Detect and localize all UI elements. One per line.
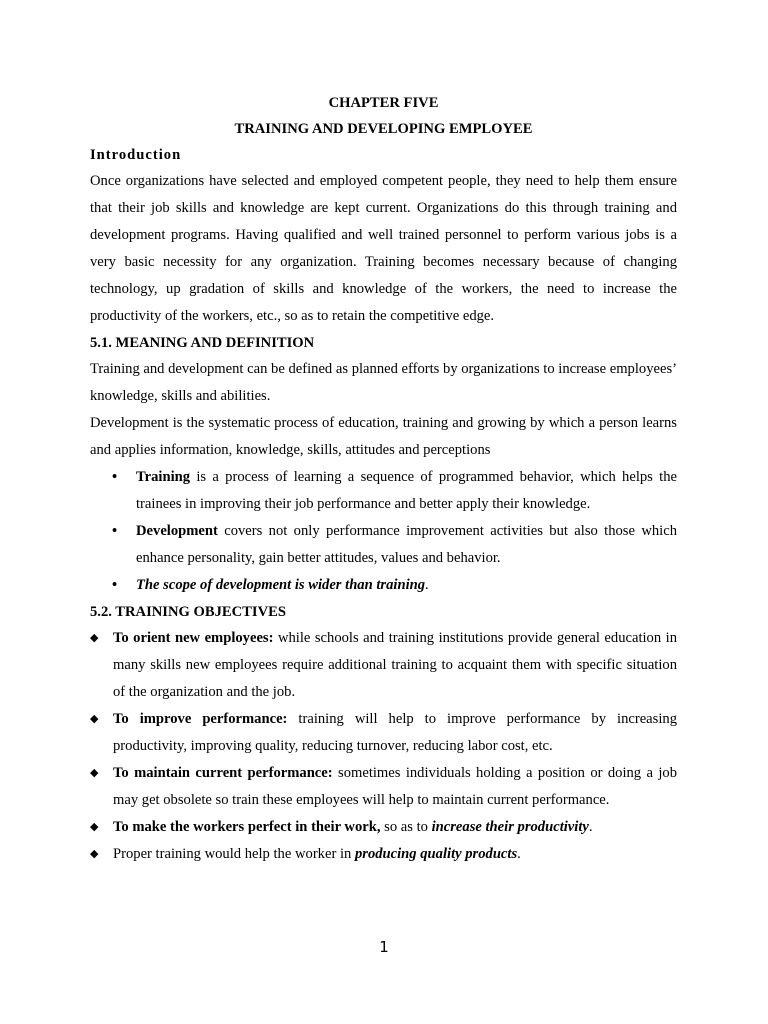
bold-term: To make the workers perfect in their work,: [113, 819, 381, 835]
bold-term: To orient new employees:: [113, 630, 274, 646]
bullet-marker: •: [112, 469, 118, 485]
intro-paragraph: Once organizations have selected and employed competent people, they need to help them ensure that their job skills and knowledge are kept current. Organizations do this through training and development programs. Having qualified and well trained personnel to perform various jobs is a very basic necessity for any organization. Training becomes necessary because of changing technology, up gradation of skills and knowledge of the workers, the need to increase the productivity of the workers, etc., so as to retain the competitive edge.: [90, 173, 677, 324]
diamond-bullet-icon: ◆: [90, 713, 99, 725]
item-text: training will help to improve performance by increasing productivity, improving quality, reducing turnover, reducing labor cost, etc.: [113, 711, 677, 754]
bold-term: Development: [136, 523, 218, 539]
item-text: .: [425, 577, 429, 593]
emphasis-text: The scope of development is wider than training: [136, 577, 426, 593]
bold-term: To improve performance:: [113, 711, 288, 727]
development-paragraph: Development is the systematic process of education, training and growing by which a person learns and applies information, knowledge, skills, attitudes and perceptions: [90, 415, 677, 458]
objectives-list: [90, 625, 677, 868]
item-text: Proper training would help the worker in: [113, 846, 355, 862]
emphasis-text: producing quality products: [354, 846, 518, 862]
bold-term: Training: [136, 469, 191, 485]
definition-bullet-list: [90, 464, 677, 599]
item-end: .: [517, 846, 521, 862]
bullet-marker: •: [112, 523, 118, 539]
document-page: [90, 90, 677, 868]
list-item: [90, 760, 677, 814]
list-item: [90, 706, 677, 760]
intro-heading: Introduction: [90, 147, 182, 163]
item-text: is a process of learning a sequence of programmed behavior, which helps the trainees in improving their job performance and better apply their knowledge.: [136, 469, 677, 512]
list-item: [90, 841, 677, 868]
diamond-bullet-icon: ◆: [90, 632, 99, 644]
list-item: [90, 518, 677, 572]
item-text: so as to: [380, 819, 432, 835]
definition-paragraph: Training and development can be defined as planned efforts by organizations to increase employees’ knowledge, skills and abilities.: [90, 361, 677, 404]
section-heading-meaning: 5.1. MEANING AND DEFINITION: [90, 335, 315, 351]
list-item: [90, 464, 677, 518]
item-text: sometimes individuals holding a position or doing a job may get obsolete so train these employees will help to maintain current performance.: [113, 765, 677, 808]
emphasis-text: increase their productivity: [431, 819, 589, 835]
item-text: while schools and training institutions provide general education in many skills new employees require additional training to acquaint them with specific situation of the organization and the job.: [113, 630, 677, 700]
diamond-bullet-icon: ◆: [90, 767, 99, 779]
list-item: [90, 572, 677, 599]
bullet-marker: •: [112, 577, 118, 593]
list-item: [90, 625, 677, 706]
page-number: 1: [379, 938, 389, 956]
bold-term: To maintain current performance:: [113, 765, 333, 781]
chapter-title: TRAINING AND DEVELOPING EMPLOYEE: [234, 121, 533, 137]
item-end: .: [588, 819, 593, 835]
item-text: covers not only performance improvement activities but also those which enhance personality, gain better attitudes, values and behavior.: [136, 523, 677, 566]
chapter-label: CHAPTER FIVE: [328, 95, 439, 111]
diamond-bullet-icon: ◆: [90, 848, 99, 860]
diamond-bullet-icon: ◆: [90, 821, 99, 833]
list-item: [90, 814, 677, 841]
section-heading-objectives: 5.2. TRAINING OBJECTIVES: [90, 604, 286, 620]
